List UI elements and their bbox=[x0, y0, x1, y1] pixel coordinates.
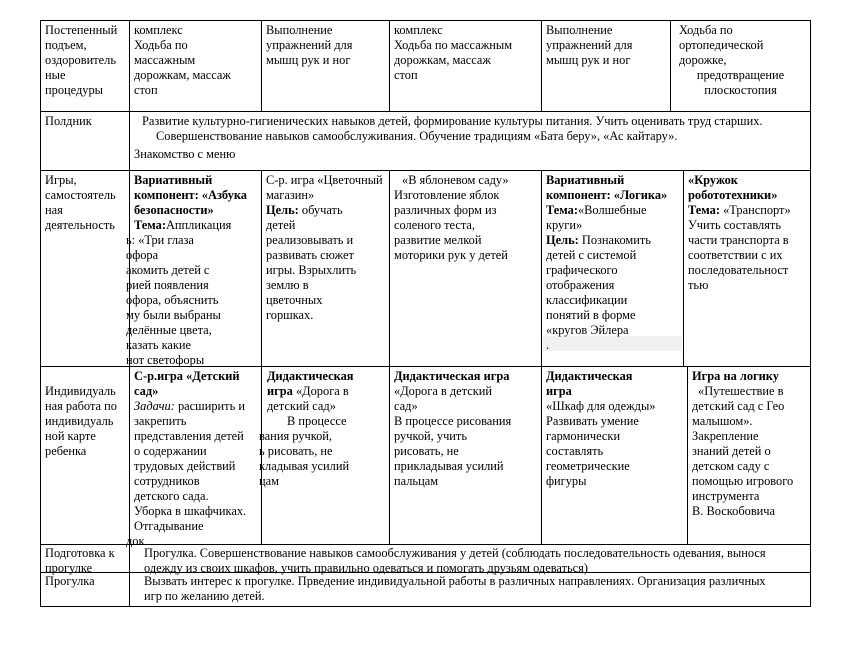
daily-c1-line: дорожкам, массаж bbox=[134, 68, 231, 82]
games-c2-line: горшках. bbox=[266, 308, 314, 322]
table-border-row2 bbox=[40, 170, 810, 171]
individual-c5-bold: Игра на логику bbox=[692, 369, 779, 383]
snack-label-cell bbox=[41, 113, 129, 130]
goal-value: Познакомить bbox=[581, 233, 651, 247]
games-c4-goal bbox=[546, 233, 679, 248]
games-c3-line: «В яблоневом саду» bbox=[402, 173, 509, 187]
games-c4-bold: компонент: «Логика» bbox=[546, 188, 668, 202]
games-c5-line: последовательност bbox=[688, 263, 789, 277]
individual-c1-line: представления детей bbox=[134, 429, 244, 443]
table-border-row1 bbox=[40, 111, 810, 112]
individual-c1-line: трудовых действий bbox=[134, 459, 236, 473]
individual-label-line: Индивидуаль bbox=[45, 384, 116, 398]
individual-c4-line: фигуры bbox=[546, 474, 587, 488]
individual-c4-line: гармонически bbox=[546, 429, 621, 443]
individual-c3-line: ручкой, учить bbox=[394, 429, 467, 443]
daily-c1-line: комплекс bbox=[134, 23, 183, 37]
prep-label-line: Подготовка к bbox=[45, 546, 115, 560]
daily-c3-line: стоп bbox=[394, 68, 418, 82]
individual-c3-line: сад» bbox=[394, 399, 418, 413]
games-c1-bold: Вариативный bbox=[134, 173, 213, 187]
daily-c5-line: плоскостопия bbox=[704, 83, 777, 97]
games-c5-line: части транспорта в bbox=[688, 233, 789, 247]
snack-line: Совершенствование навыков самообслуживания. Обучение традициям «Бата беру», «Ас кайтару». bbox=[156, 129, 678, 143]
games-c1-line: акомить детей с bbox=[126, 263, 210, 277]
games-c5-tema bbox=[688, 203, 806, 218]
individual-c1-line: Уборка в шкафчиках. bbox=[134, 504, 247, 518]
individual-c2-line: вания ручкой, bbox=[259, 429, 333, 443]
individual-c2-line: кладывая усилий bbox=[259, 459, 350, 473]
game-title: «Дорога в bbox=[295, 384, 349, 398]
games-c3-line: моторики рук у детей bbox=[394, 248, 508, 262]
task-value: расширить и bbox=[177, 399, 245, 413]
individual-c2-bold: Дидактическая bbox=[267, 369, 354, 383]
games-c1-line: делённые цвета, bbox=[126, 323, 212, 337]
walk-line: Вызвать интерес к прогулке. Пpведение индивидуальной работы в различных направлениях. Организация различных bbox=[144, 574, 766, 588]
individual-label-line: индивидуаль bbox=[45, 414, 114, 428]
individual-c4-line: «Шкаф для одежды» bbox=[546, 399, 656, 413]
games-label-line: Игры, bbox=[45, 173, 77, 187]
daily-c5-line: дорожке, bbox=[679, 53, 727, 67]
goal-label: Цель: bbox=[546, 233, 579, 247]
prep-line: Прогулка. Совершенствование навыков самообслуживания у детей (соблюдать последовательность одевания, вынося bbox=[144, 546, 766, 560]
daily-label-line: ные bbox=[45, 68, 66, 82]
games-c5-line: соответствии с их bbox=[688, 248, 783, 262]
individual-c1-line: детского сада. bbox=[134, 489, 209, 503]
daily-c5-line: ортопедической bbox=[679, 38, 764, 52]
tema-value: «Транспорт» bbox=[723, 203, 791, 217]
daily-cell-4 bbox=[542, 22, 670, 69]
walk-content-cell bbox=[130, 573, 810, 605]
games-label-line: ная bbox=[45, 203, 63, 217]
games-c3-line: различных форм из bbox=[394, 203, 497, 217]
individual-c1-bold: сад» bbox=[134, 384, 159, 398]
games-cell-2 bbox=[262, 172, 389, 324]
games-c2-line: цветочных bbox=[266, 293, 323, 307]
individual-c1-line: док bbox=[126, 534, 145, 548]
individual-c3-line: рисовать, не bbox=[394, 444, 459, 458]
games-c4-line: классификации bbox=[546, 293, 628, 307]
games-c1-line: офора, объяснить bbox=[126, 293, 219, 307]
games-label-line: самостоятель bbox=[45, 188, 116, 202]
table-border-bottom bbox=[40, 606, 810, 607]
snack-label: Полдник bbox=[45, 114, 92, 128]
daily-c3-line: Ходьба по массажным bbox=[394, 38, 513, 52]
games-c2-line: игры. Взрыхлить bbox=[266, 263, 357, 277]
individual-c3-line: пальцам bbox=[394, 474, 439, 488]
daily-c2-line: Выполнение bbox=[266, 23, 333, 37]
individual-cell-5 bbox=[688, 368, 810, 520]
individual-c5-line: Закрепление bbox=[692, 429, 759, 443]
tema-label: Тема: bbox=[134, 218, 166, 232]
daily-c1-line: стоп bbox=[134, 83, 158, 97]
individual-c5-line: детском саду с bbox=[692, 459, 770, 473]
individual-c1-line: Отгадывание bbox=[134, 519, 204, 533]
daily-cell-5 bbox=[671, 22, 810, 99]
daily-c5-line: предотвращение bbox=[696, 68, 785, 82]
table-border-top bbox=[40, 20, 810, 21]
table-border-right bbox=[810, 20, 811, 607]
individual-cell-4 bbox=[542, 368, 687, 490]
games-cell-3 bbox=[390, 172, 541, 264]
individual-c4-line: составлять bbox=[546, 444, 604, 458]
tema-value: Аппликация bbox=[165, 218, 232, 232]
tema-value: «Волшебные bbox=[577, 203, 647, 217]
individual-c2-line: цам bbox=[259, 474, 279, 488]
games-c5-bold: робототехники» bbox=[688, 188, 778, 202]
individual-c3-line: В процессе рисования bbox=[394, 414, 512, 428]
individual-c5-line: малышом». bbox=[692, 414, 753, 428]
individual-c1-line: закрепить bbox=[134, 414, 187, 428]
tema-label: Тема: bbox=[688, 203, 720, 217]
games-c1-line: ь: «Три глаза bbox=[126, 233, 194, 247]
daily-label-line: процедуры bbox=[45, 83, 104, 97]
games-c5-bold: «Кружок bbox=[688, 173, 738, 187]
individual-c5-line: инструмента bbox=[692, 489, 760, 503]
individual-c5-line: помощью игрового bbox=[692, 474, 794, 488]
individual-c2-line: В процессе bbox=[287, 414, 347, 428]
daily-c4-line: упражнений для bbox=[546, 38, 633, 52]
walk-line: игр по желанию детей. bbox=[144, 589, 265, 603]
individual-cell-1 bbox=[122, 368, 261, 550]
individual-c5-line: В. Воскобовича bbox=[692, 504, 776, 518]
daily-c3-line: дорожкам, массаж bbox=[394, 53, 491, 67]
individual-c1-bold: С-р.игра «Детский bbox=[134, 369, 240, 383]
games-c2-line: магазин» bbox=[266, 188, 315, 202]
individual-c3-line: «Дорога в детский bbox=[394, 384, 493, 398]
games-c2-line: землю в bbox=[266, 278, 309, 292]
games-c4-line: . bbox=[546, 338, 550, 352]
games-cell-4 bbox=[542, 172, 683, 354]
individual-cell-2 bbox=[255, 368, 389, 490]
tema-label: Тема: bbox=[546, 203, 578, 217]
games-c1-bold: компонент: «Азбука bbox=[134, 188, 247, 202]
individual-c5-line: детский сад с Гео bbox=[692, 399, 785, 413]
daily-c5-line: Ходьба по bbox=[679, 23, 733, 37]
individual-label-line: ная работа по bbox=[45, 399, 117, 413]
walk-label: Прогулка bbox=[45, 574, 95, 588]
individual-c1-line: сотрудников bbox=[134, 474, 200, 488]
daily-c2-line: мышц рук и ног bbox=[266, 53, 351, 67]
games-c4-tema2: круги» bbox=[546, 218, 583, 232]
games-c1-line: казать какие bbox=[126, 338, 192, 352]
daily-c1-line: Ходьба по bbox=[134, 38, 188, 52]
individual-c3-bold: Дидактическая игра bbox=[394, 369, 510, 383]
games-label-cell bbox=[41, 172, 129, 234]
snack-line: Развитие культурно-гигиенических навыков детей, формирование культуры питания. Учить оценивать труд старших. bbox=[142, 114, 763, 128]
games-c4-tema bbox=[546, 203, 679, 218]
games-c1-bold: безопасности» bbox=[134, 203, 214, 217]
games-c5-line: Учить составлять bbox=[688, 218, 782, 232]
games-c1-line: рией появления bbox=[126, 278, 209, 292]
daily-cell-1 bbox=[130, 22, 261, 99]
games-c1-line: му были выбраны bbox=[126, 308, 221, 322]
individual-label-line: ной карте bbox=[45, 429, 96, 443]
games-cell-1 bbox=[122, 172, 261, 369]
daily-label-cell bbox=[41, 22, 129, 99]
daily-c2-line: упражнений для bbox=[266, 38, 353, 52]
individual-c3-line: прикладывая усилий bbox=[394, 459, 504, 473]
daily-c4-line: Выполнение bbox=[546, 23, 613, 37]
individual-c5-line: знаний детей о bbox=[692, 444, 771, 458]
games-c3-line: развитие мелкой bbox=[394, 233, 482, 247]
games-c4-line: графического bbox=[546, 263, 618, 277]
games-cell-5 bbox=[684, 172, 810, 294]
games-c1-line: нот светофоры bbox=[126, 353, 205, 367]
games-c4-bold: Вариативный bbox=[546, 173, 625, 187]
individual-c5-line: «Путешествие в bbox=[698, 384, 784, 398]
goal-value: обучать bbox=[301, 203, 343, 217]
daily-label-line: подъем, bbox=[45, 38, 87, 52]
games-c4-line: «кругов Эйлера bbox=[546, 323, 629, 337]
snack-content-cell bbox=[130, 113, 810, 163]
daily-c3-line: комплекс bbox=[394, 23, 443, 37]
individual-c1-line: о содержании bbox=[134, 444, 207, 458]
games-c1-tema bbox=[126, 218, 257, 233]
prep-line: одежду из своих шкафов, учить правильно одеваться и помогать друзьям одеваться) bbox=[144, 561, 588, 575]
games-c1-line: офора bbox=[126, 248, 159, 262]
games-c2-line: С-р. игра «Цветочный bbox=[266, 173, 383, 187]
daily-cell-2 bbox=[262, 22, 389, 69]
individual-c2-line: детский сад» bbox=[267, 399, 336, 413]
individual-c4-bold: игра bbox=[546, 384, 572, 398]
games-c5-line: тью bbox=[688, 278, 709, 292]
prep-label-line: прогулке bbox=[45, 561, 93, 575]
snack-line: Знакомство с меню bbox=[134, 147, 236, 161]
individual-c4-line: геометрические bbox=[546, 459, 630, 473]
daily-c1-line: массажным bbox=[134, 53, 196, 67]
goal-label: Цель: bbox=[266, 203, 299, 217]
games-c2-line: реализовывать и bbox=[266, 233, 354, 247]
daily-label-line: оздоровитель bbox=[45, 53, 116, 67]
individual-c1-task bbox=[126, 399, 257, 414]
games-c3-line: соленого теста, bbox=[394, 218, 475, 232]
games-c2-line: детей bbox=[266, 218, 296, 232]
games-c4-line: отображения bbox=[546, 278, 615, 292]
games-c4-line: понятий в форме bbox=[546, 308, 636, 322]
table-border-left bbox=[40, 20, 41, 607]
daily-cell-3 bbox=[390, 22, 541, 84]
individual-c2-line bbox=[259, 384, 385, 399]
daily-c4-line: мышц рук и ног bbox=[546, 53, 631, 67]
daily-label-line: Постепенный bbox=[45, 23, 118, 37]
games-c2-line: развивать сюжет bbox=[266, 248, 354, 262]
individual-c4-bold: Дидактическая bbox=[546, 369, 633, 383]
games-c4-line: детей с системой bbox=[546, 248, 637, 262]
task-label: Задачи: bbox=[134, 399, 175, 413]
games-label-line: деятельность bbox=[45, 218, 115, 232]
games-c2-goal bbox=[266, 203, 385, 218]
individual-label-line: ребенка bbox=[45, 444, 87, 458]
game-label: игра bbox=[267, 384, 293, 398]
walk-label-cell bbox=[41, 573, 129, 590]
individual-c4-line: Развивать умение bbox=[546, 414, 639, 428]
individual-c2-line: ь рисовать, не bbox=[259, 444, 333, 458]
individual-cell-3 bbox=[390, 368, 541, 490]
individual-label-cell bbox=[41, 383, 129, 460]
games-c3-line: Изготовление яблок bbox=[394, 188, 500, 202]
